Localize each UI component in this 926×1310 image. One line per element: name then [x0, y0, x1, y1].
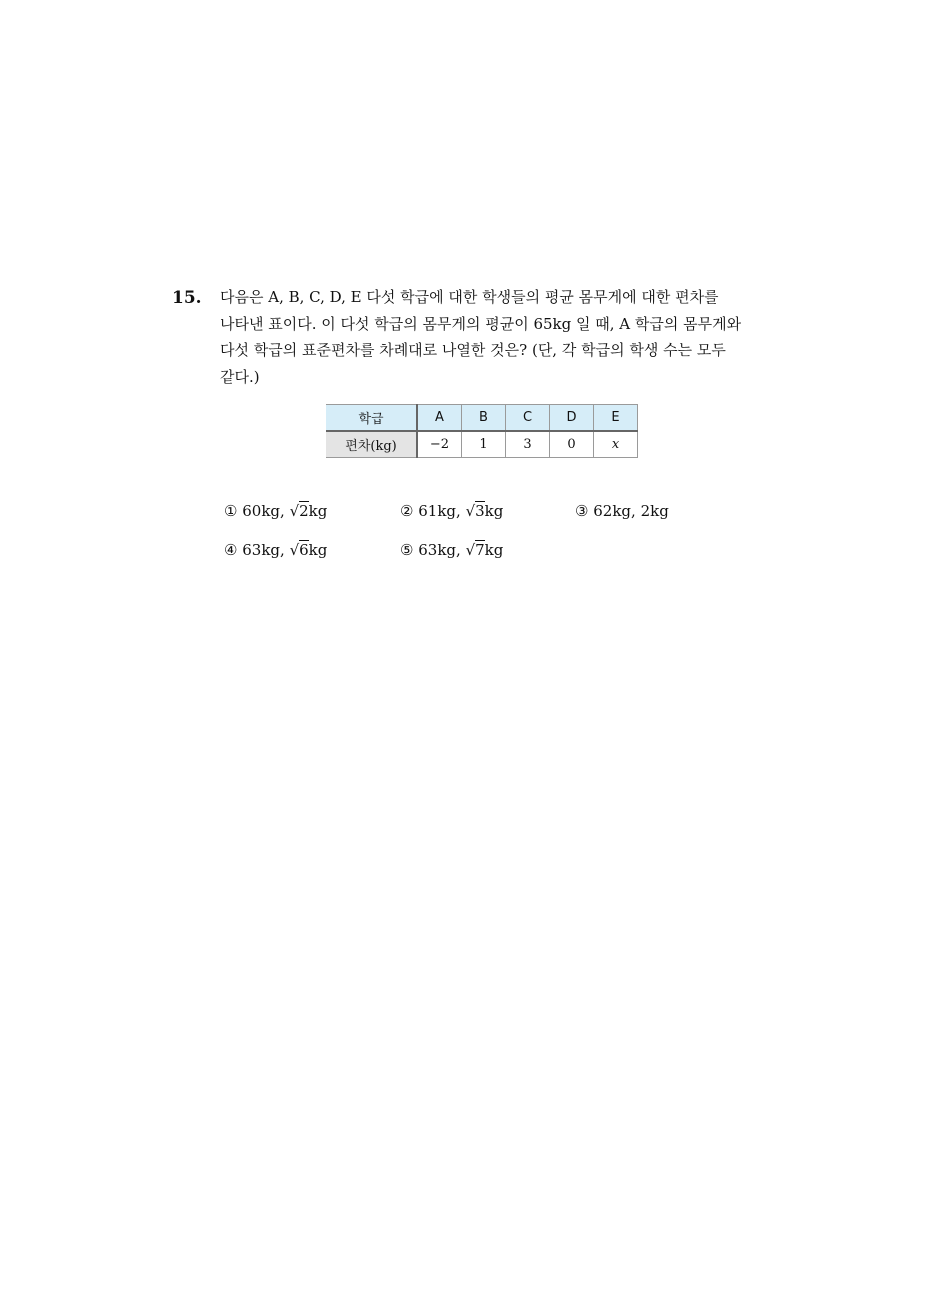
question-line: 다음은 A, B, C, D, E 다섯 학급에 대한 학생들의 평균 몸무게에 대한 편차를	[220, 288, 719, 306]
table-row-header-deviation: 편차(kg)	[326, 431, 417, 458]
choice-mass: 63kg,	[418, 541, 461, 559]
choice-mass: 62kg,	[593, 502, 636, 520]
choice-root: 7	[475, 541, 485, 559]
choice-5[interactable]	[400, 541, 503, 559]
table-row-header-class: 학급	[326, 405, 417, 432]
choice-4[interactable]	[224, 541, 327, 559]
choice-unit: kg	[484, 541, 504, 559]
table-value-c: 3	[506, 431, 550, 458]
table-col-b: B	[462, 405, 506, 432]
choice-root: 3	[475, 502, 485, 520]
sqrt-icon: √	[289, 502, 300, 520]
table-value-e: x	[594, 431, 638, 458]
table-value-row	[326, 431, 638, 458]
question-text	[220, 284, 750, 390]
table-value-d: 0	[550, 431, 594, 458]
choice-mass: 61kg,	[418, 502, 461, 520]
question-line: 나타낸 표이다. 이 다섯 학급의 몸무게의 평균이 65kg 일 때, A 학급의 몸무게와	[220, 314, 742, 333]
table-col-d: D	[550, 405, 594, 432]
table-col-c: C	[506, 405, 550, 432]
question-line: 같다.)	[220, 367, 260, 386]
choice-unit: kg	[484, 502, 504, 520]
choice-marker: ①	[224, 502, 238, 520]
choice-marker: ④	[224, 541, 238, 559]
question-number: 15.	[172, 288, 202, 308]
sqrt-icon: √	[465, 502, 476, 520]
table-col-a: A	[417, 405, 462, 432]
choice-2[interactable]	[400, 502, 503, 520]
table-value-a: −2	[417, 431, 462, 458]
choice-1[interactable]	[224, 502, 327, 520]
choice-unit: kg	[308, 541, 328, 559]
question-line: 다섯 학급의 표준편차를 차례대로 나열한 것은? (단, 각 학급의 학생 수는 모두	[220, 341, 726, 359]
sqrt-icon: √	[465, 541, 476, 559]
choice-marker: ②	[400, 502, 414, 520]
choice-root: 2	[299, 502, 309, 520]
sqrt-icon: √	[289, 541, 300, 559]
choice-mass: 60kg,	[242, 502, 285, 520]
table-value-b: 1	[462, 431, 506, 458]
choice-root: 6	[299, 541, 309, 559]
choice-unit: kg	[308, 502, 328, 520]
choice-marker: ③	[575, 502, 589, 520]
deviation-table	[326, 404, 638, 458]
choice-3[interactable]	[575, 502, 669, 520]
choice-plain: 2kg	[640, 502, 669, 520]
table-col-e: E	[594, 405, 638, 432]
choice-mass: 63kg,	[242, 541, 285, 559]
table-header-row	[326, 405, 638, 432]
choice-marker: ⑤	[400, 541, 414, 559]
